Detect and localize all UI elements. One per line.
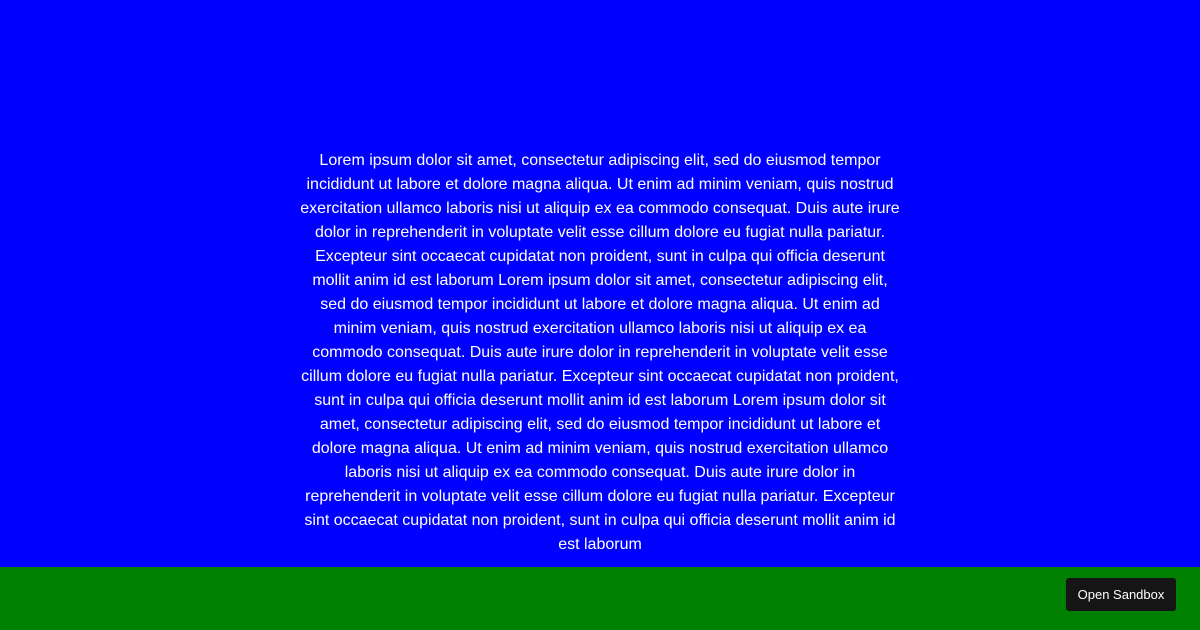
footer-bar [0, 567, 1200, 630]
lorem-ipsum-paragraph: Lorem ipsum dolor sit amet, consectetur adipiscing elit, sed do eiusmod tempor incididunt ut labore et dolore magna aliqua. Ut enim ad minim veniam, quis nostrud exercitation ullamco laboris nisi ut aliquip ex ea commodo consequat. Duis aute irure dolor in reprehenderit in voluptate velit esse cillum dolore eu fugiat nulla pariatur. Excepteur sint occaecat cupidatat non proident, sunt in culpa qui officia deserunt mollit anim id est laborum Lorem ipsum dolor sit amet, consectetur adipiscing elit, sed do eiusmod tempor incididunt ut labore et dolore magna aliqua. Ut enim ad minim veniam, quis nostrud exercitation ullamco laboris nisi ut aliquip ex ea commodo consequat. Duis aute irure dolor in reprehenderit in voluptate velit esse cillum dolore eu fugiat nulla pariatur. Excepteur sint occaecat cupidatat non proident, sunt in culpa qui officia deserunt mollit anim id est laborum Lorem ipsum dolor sit amet, consectetur adipiscing elit, sed do eiusmod tempor incididunt ut labore et dolore magna aliqua. Ut enim ad minim veniam, quis nostrud exercitation ullamco laboris nisi ut aliquip ex ea commodo consequat. Duis aute irure dolor in reprehenderit in voluptate velit esse cillum dolore eu fugiat nulla pariatur. Excepteur sint occaecat cupidatat non proident, sunt in culpa qui officia deserunt mollit anim id est laborum [300, 152, 900, 553]
open-sandbox-button[interactable]: Open Sandbox [1066, 578, 1176, 611]
